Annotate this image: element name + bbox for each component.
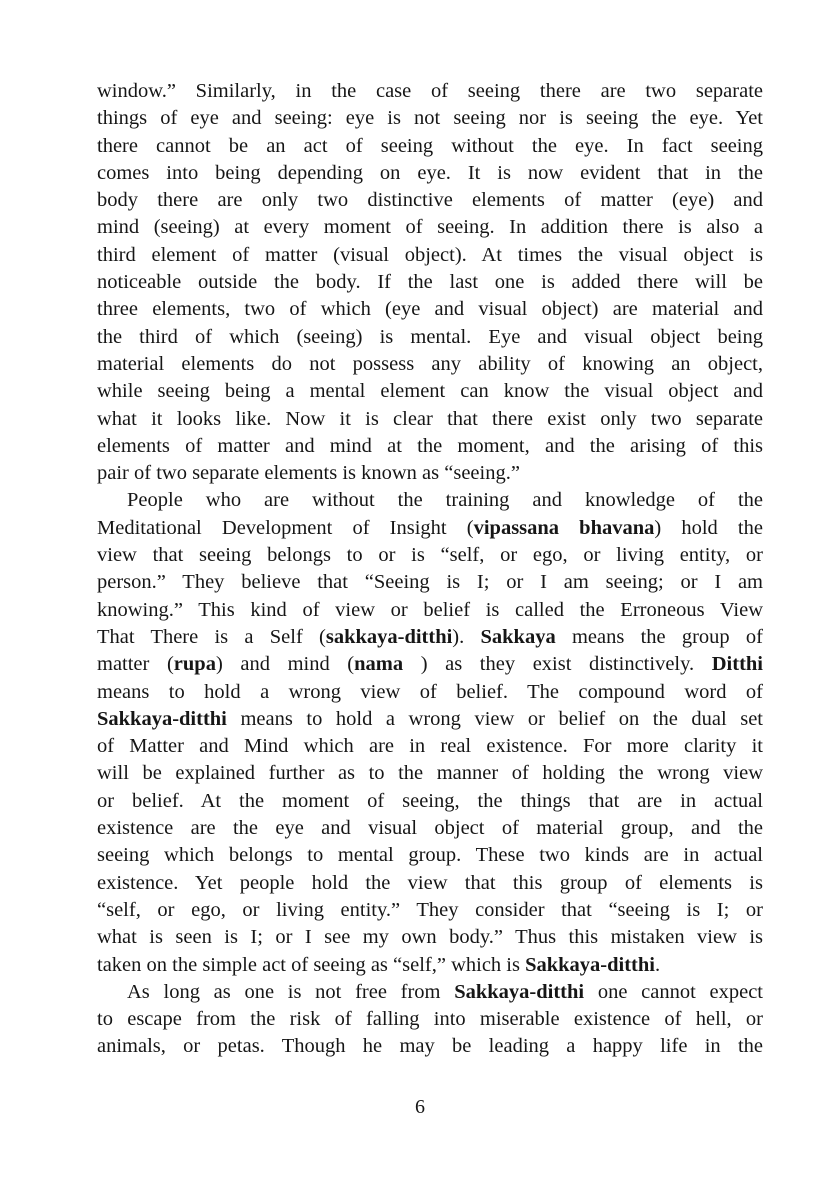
page-number: 6 [415,1096,425,1118]
paragraph [97,979,763,1061]
text-run: person.” They believe that “Seeing is I; or I am seeing; or I am [97,571,763,594]
text-run: view that seeing belongs to or is “self, or ego, or living entity, or [97,544,763,567]
text-run: body there are only two distinctive elements of matter (eye) and [97,189,763,212]
text-run: elements of matter and mind at the moment, and the arising of this [97,434,763,457]
text-line [97,515,763,542]
text-line [97,433,763,460]
text-run: there cannot be an act of seeing without the eye. In fact seeing [97,134,763,157]
text-line [97,105,763,132]
text-line [97,788,763,815]
text-line [97,679,763,706]
text-line [97,378,763,405]
text-line [97,624,763,651]
text-run: matter ( [97,653,174,676]
text-run: window.” Similarly, in the case of seeing there are two separate [97,80,763,102]
text-run: what it looks like. Now it is clear that there exist only two separate [97,407,763,430]
text-run: comes into being depending on eye. It is now evident that in the [97,161,763,184]
paragraph [97,487,763,978]
text-run: existence are the eye and visual object of material group, and the [97,817,763,840]
text-run: pair of two separate elements is known as “seeing.” [97,462,520,485]
text-run: “self, or ego, or living entity.” They consider that “seeing is I; or [97,898,763,921]
text-run: . [654,953,661,976]
text-run: means to hold a wrong view or belief on the dual set [226,707,763,730]
text-run: will be explained further as to the manner of holding the wrong view [97,762,763,785]
text-line [97,242,763,269]
text-line [97,406,763,433]
text-line [97,214,763,241]
text-run: to escape from the risk of falling into miserable existence of hell, or [97,1008,763,1031]
text-run: noticeable outside the body. If the last one is added there will be [97,271,763,294]
text-run: means the group of [555,625,763,648]
text-line [97,133,763,160]
text-run: existence. Yet people hold the view that this group of elements is [97,871,763,894]
text-line [97,542,763,569]
text-run: ). [452,625,481,648]
bold-term: rupa [173,653,216,676]
text-run: ) as they exist distinctively. [403,653,712,676]
bold-term: vipassana bhavana [473,516,655,539]
page-body [97,78,763,1061]
text-line [97,78,763,105]
text-run: As long as one is not free from [127,980,455,1003]
text-run: People who are without the training and knowledge of the [127,489,763,512]
text-run: or belief. At the moment of seeing, the things that are in actual [97,789,763,812]
text-line [97,897,763,924]
text-run: ) hold the [654,516,763,539]
text-run: knowing.” This kind of view or belief is called the Erroneous View [97,598,763,621]
text-line [97,351,763,378]
text-line [97,569,763,596]
text-line [97,296,763,323]
text-run: of Matter and Mind which are in real existence. For more clarity it [97,735,763,758]
text-run: ) and mind ( [215,653,355,676]
text-run: means to hold a wrong view of belief. The compound word of [97,680,763,703]
text-run: one cannot expect [584,980,763,1003]
text-line [97,160,763,187]
text-line [97,269,763,296]
text-line [97,187,763,214]
text-line [97,1033,763,1060]
bold-term: Sakkaya-ditthi [525,953,655,976]
text-line [97,324,763,351]
text-run: taken on the simple act of seeing as “self,” which is [97,953,526,976]
text-run: animals, or petas. Though he may be leading a happy life in the [97,1035,763,1058]
bold-term: sakkaya-ditthi [325,625,453,648]
text-line [97,1006,763,1033]
bold-term: Sakkaya [480,625,556,648]
text-line [97,870,763,897]
text-run: Meditational Development of Insight ( [97,516,474,539]
text-line [97,952,763,979]
bold-term: Sakkaya-ditthi [97,707,227,730]
text-run: what is seen is I; or I see my own body.” Thus this mistaken view is [97,926,763,949]
paragraph [97,78,763,487]
text-run: the third of which (seeing) is mental. Eye and visual object being [97,325,763,348]
text-run: mind (seeing) at every moment of seeing. In addition there is also a [97,216,763,239]
bold-term: Ditthi [711,653,763,676]
text-line [97,842,763,869]
text-run: third element of matter (visual object). At times the visual object is [97,243,763,266]
text-line [97,815,763,842]
text-line [97,597,763,624]
bold-term: nama [354,653,404,676]
bold-term: Sakkaya-ditthi [454,980,585,1003]
text-run: while seeing being a mental element can know the visual object and [97,380,763,403]
text-run: seeing which belongs to mental group. These two kinds are in actual [97,844,763,867]
text-line [97,460,763,487]
text-run: things of eye and seeing: eye is not seeing nor is seeing the eye. Yet [97,107,763,130]
text-run: material elements do not possess any ability of knowing an object, [97,352,763,375]
text-line [97,733,763,760]
text-run: That There is a Self ( [97,625,326,648]
text-line [97,487,763,514]
text-line [97,706,763,733]
text-line [97,651,763,678]
text-line [97,760,763,787]
text-line [97,979,763,1006]
text-run: three elements, two of which (eye and visual object) are material and [97,298,763,321]
text-line [97,924,763,951]
